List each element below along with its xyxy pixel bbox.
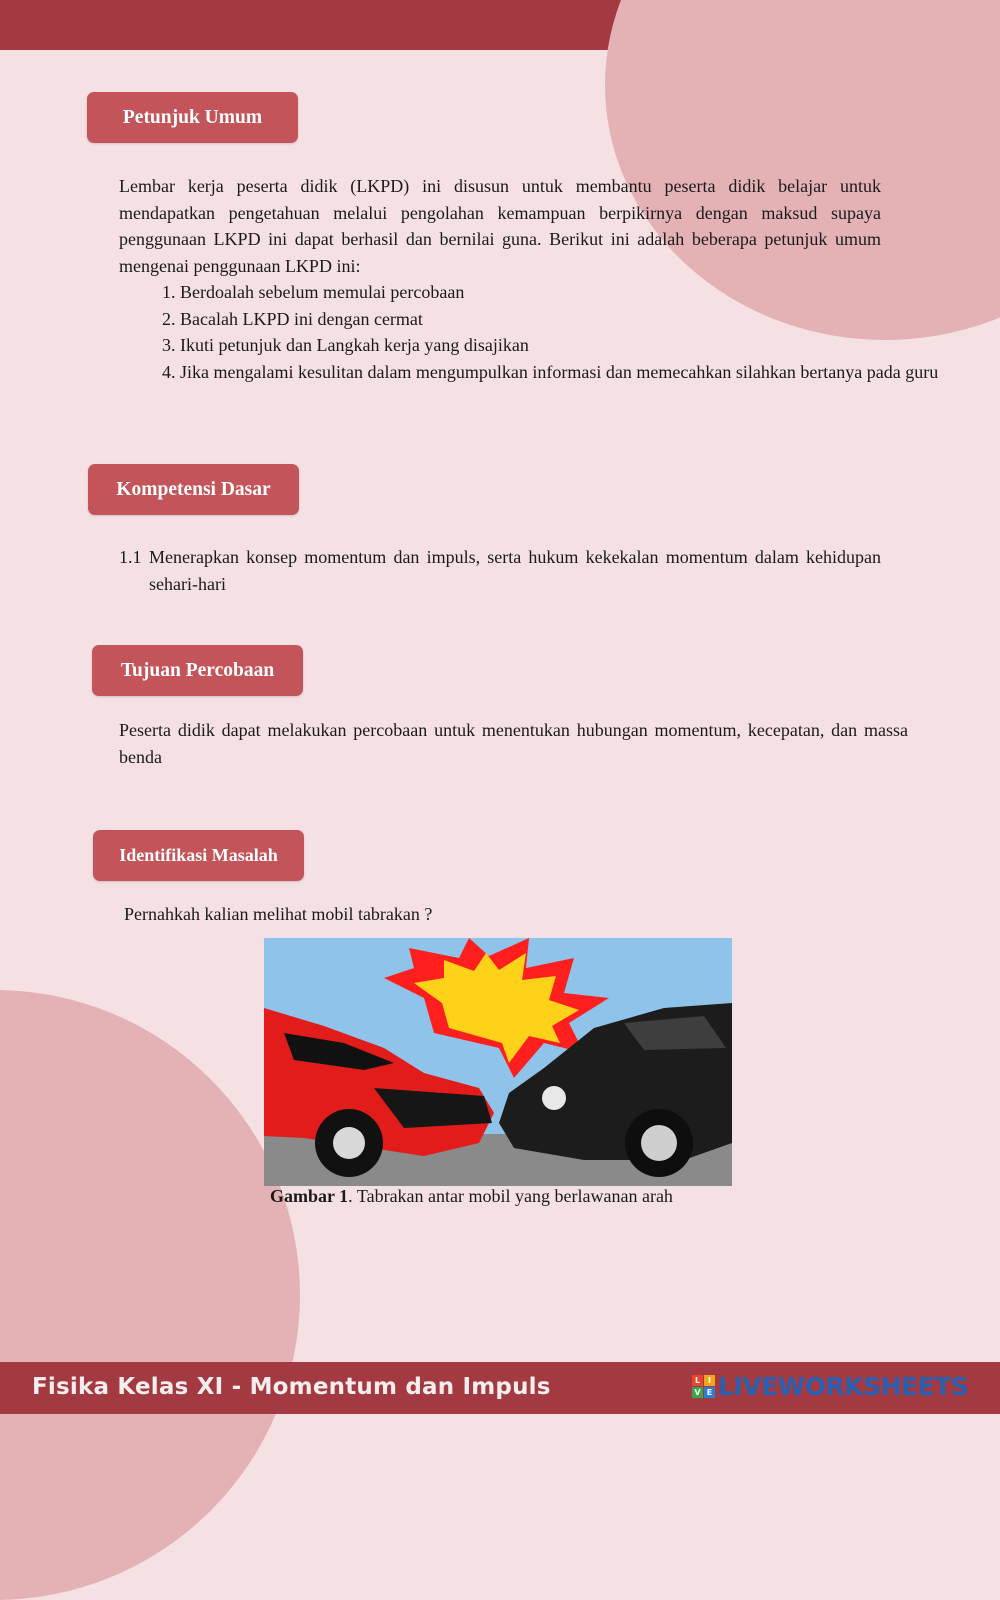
footer-bar: [0, 1362, 1000, 1414]
red-car-wheel-rim: [333, 1127, 365, 1159]
section-heading-tujuan-percobaan: [92, 645, 303, 696]
liveworksheets-logo-icon: [692, 1375, 715, 1398]
decorative-circle-bottom-left: [0, 990, 300, 1600]
kompetensi-number: 1.1: [119, 547, 142, 567]
logo-letter: V: [692, 1387, 703, 1398]
petunjuk-intro-paragraph: Lembar kerja peserta didik (LKPD) ini disusun untuk membantu peserta didik belajar untuk mendapatkan pengetahuan melalui pengolahan kemampuan berpikirnya dengan maksud supaya penggunaan LKPD ini dapat berhasil dan bernilai guna. Berikut ini adalah beberapa petunjuk umum mengenai penggunaan LKPD ini:: [119, 176, 881, 276]
logo-letter: I: [704, 1375, 715, 1386]
car-crash-image: [264, 938, 732, 1186]
figure-label: Gambar 1: [270, 1186, 349, 1206]
liveworksheets-brand-text: LIVEWORKSHEETS: [718, 1372, 969, 1401]
list-item: 2. Bacalah LKPD ini dengan cermat: [180, 306, 942, 333]
figure-caption-text: . Tabrakan antar mobil yang berlawanan arah: [348, 1186, 673, 1206]
list-item: 1. Berdoalah sebelum memulai percobaan: [180, 279, 942, 306]
question-text: Pernahkah kalian melihat mobil tabrakan ?: [124, 904, 433, 924]
logo-letter: E: [704, 1387, 715, 1398]
footer-title: Fisika Kelas XI - Momentum dan Impuls: [32, 1374, 551, 1400]
black-car-headlight: [542, 1086, 566, 1110]
section-heading-petunjuk-umum: [87, 92, 298, 143]
section-heading-label: Kompetensi Dasar: [116, 478, 271, 500]
car-crash-illustration: [264, 938, 732, 1186]
petunjuk-steps-list: [119, 279, 942, 385]
kompetensi-dasar-item: [119, 544, 881, 597]
kompetensi-text: Menerapkan konsep momentum dan impuls, serta hukum kekekalan momentum dalam kehidupan sehari-hari: [149, 547, 881, 594]
logo-letter: L: [692, 1375, 703, 1386]
black-car-wheel-rim: [641, 1125, 677, 1161]
list-item: 3. Ikuti petunjuk dan Langkah kerja yang disajikan: [180, 332, 942, 359]
section-heading-label: Tujuan Percobaan: [120, 659, 275, 681]
figure-caption: [270, 1186, 673, 1207]
section-heading-identifikasi-masalah: [93, 830, 304, 881]
liveworksheets-logo[interactable]: [692, 1372, 968, 1401]
list-item: 4. Jika mengalami kesulitan dalam mengumpulkan informasi dan memecahkan silahkan bertanya pada guru: [180, 359, 942, 386]
tujuan-percobaan-paragraph: Peserta didik dapat melakukan percobaan untuk menentukan hubungan momentum, kecepatan, dan massa benda: [119, 720, 908, 767]
section-heading-label: Petunjuk Umum: [122, 106, 263, 128]
section-heading-kompetensi-dasar: [88, 464, 299, 515]
section-heading-label: Identifikasi Masalah: [119, 845, 278, 865]
